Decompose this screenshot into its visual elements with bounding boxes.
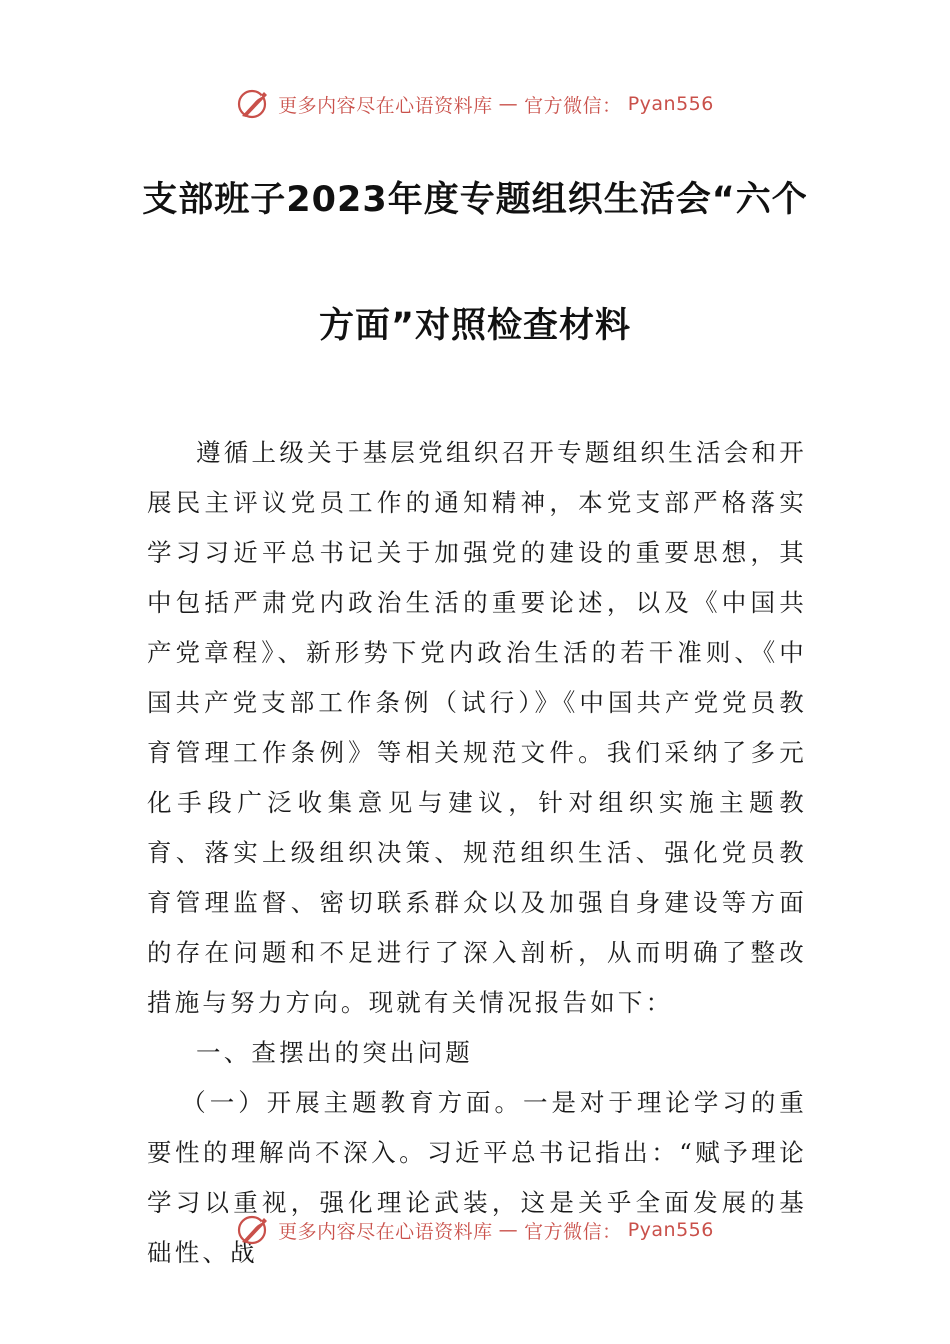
banner-text-wechat: 官方微信： [524,94,622,117]
quill-logo-icon [236,1212,272,1248]
quill-logo-icon [236,86,272,122]
banner-text-main: 更多内容尽在心语资料库 [278,94,493,117]
watermark-banner-top [0,84,950,124]
paragraph-intro: 遵循上级关于基层党组织召开专题组织生活会和开展民主评议党员工作的通知精神，本党支部严格落实学习习近平总书记关于加强党的建设的重要思想，其中包括严肃党内政治生活的重要论述，以及《中国共产党章程》、新形势下党内政治生活的若干准则、《中国共产党支部工作条例（试行）》《中国共产党党员教育管理工作条例》等相关规范文件。我们采纳了多元化手段广泛收集意见与建议，针对组织实施主题教育、落实上级组织决策、规范组织生活、强化党员教育管理监督、密切联系群众以及加强自身建设等方面的存在问题和不足进行了深入剖析，从而明确了整改措施与努力方向。现就有关情况报告如下： [147,438,807,1017]
banner-separator: — [498,1219,519,1241]
banner-text-main: 更多内容尽在心语资料库 [278,1220,493,1243]
document-body [147,428,807,1278]
banner-wechat-id: Pyan556 [627,1219,714,1241]
section-heading-1: 一、查摆出的突出问题 [196,1038,473,1067]
paragraph-theme-education: （一）开展主题教育方面。一是对于理论学习的重要性的理解尚不深入。习近平总书记指出：“赋予理论学习以重视，强化理论武装，这是关乎全面发展的基础性、战 [147,1088,807,1267]
document-title-line-2: 方面”对照检查材料 [318,306,631,346]
banner-wechat-id: Pyan556 [627,93,714,115]
watermark-banner-bottom [0,1210,950,1250]
banner-text-wechat: 官方微信： [524,1220,622,1243]
document-title-line-1: 支部班子2023年度专题组织生活会“六个 [142,180,808,220]
banner-separator: — [498,93,519,115]
